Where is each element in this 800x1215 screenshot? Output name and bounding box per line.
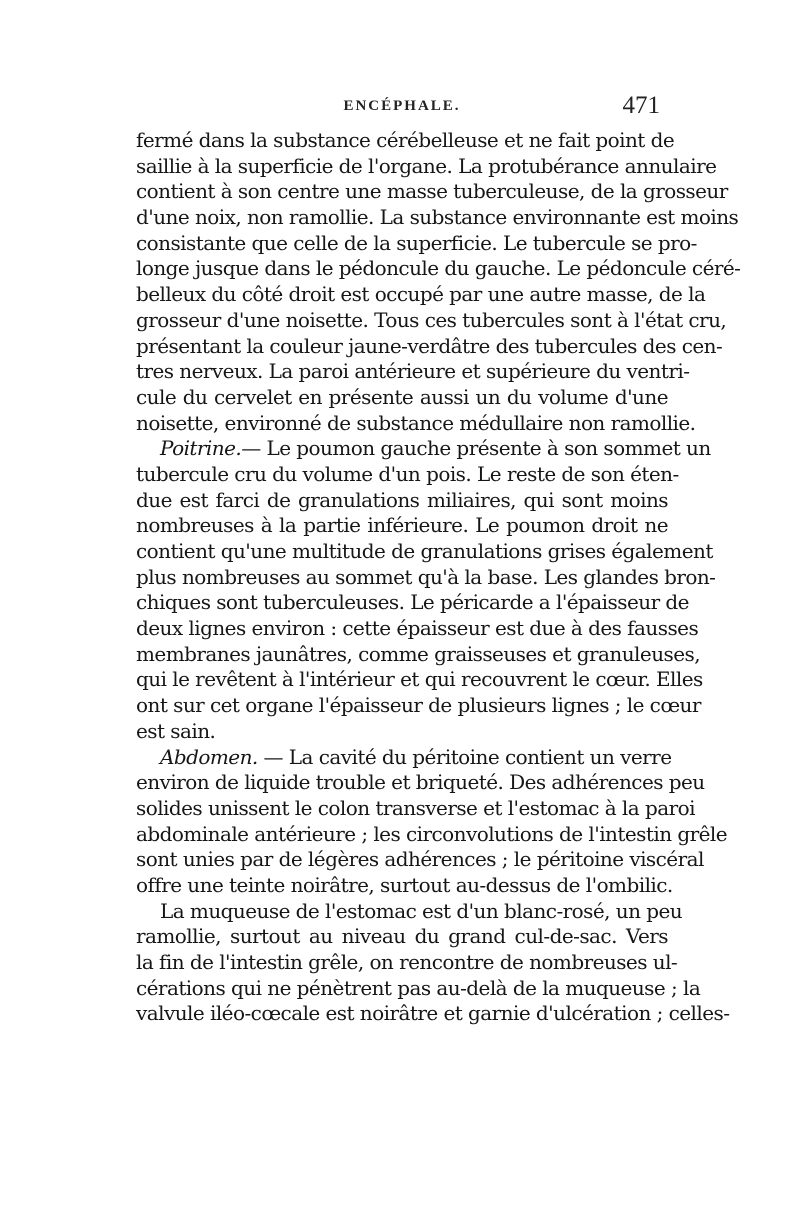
text-line: tubercule cru du volume d'un pois. Le reste de son éten- (136, 461, 679, 486)
text-line: abdominale antérieure ; les circonvolutions de l'intestin grêle (136, 821, 728, 846)
text-line (136, 436, 711, 462)
text-line: La muqueuse de l'estomac est d'un blanc-rosé, un peu (160, 898, 683, 923)
text-line: plus nombreuses au sommet qu'à la base. Les glandes bron- (136, 564, 716, 589)
text-line: cérations qui ne pénètrent pas au-delà de la muqueuse ; la (136, 975, 701, 1000)
text-line: chiques sont tuberculeuses. Le péricarde a l'épaisseur de (136, 590, 689, 615)
text-line: tres nerveux. La paroi antérieure et supérieure du ventri- (136, 359, 690, 384)
text-line: ramollie, surtout au niveau du grand cul-de-sac. Vers (136, 924, 668, 949)
text-line: membranes jaunâtres, comme graisseuses et granuleuses, (136, 641, 701, 666)
text-line: valvule iléo-cœcale est noirâtre et garnie d'ulcération ; celles- (136, 1001, 730, 1026)
text-line: qui le revêtent à l'intérieur et qui recouvrent le cœur. Elles (136, 667, 703, 692)
page-number: 471 (622, 92, 660, 119)
section-label-abdomen: Abdomen. (160, 744, 258, 769)
text-line: nombreuses à la partie inférieure. Le poumon droit ne (136, 513, 668, 538)
text-line: la fin de l'intestin grêle, on rencontre de nombreuses ul- (136, 950, 678, 974)
text-line-content: — Le poumon gauche présente à son sommet un (241, 436, 711, 461)
running-head: ENCÉPHALE. (343, 98, 461, 114)
text-line: longe jusque dans le pédoncule du gauche. Le pédoncule céré- (136, 256, 741, 281)
text-line: d'une noix, non ramollie. La substance environnante est moins (136, 205, 739, 230)
text-line: noisette, environné de substance médullaire non ramollie. (136, 410, 696, 435)
text-line: grosseur d'une noisette. Tous ces tubercules sont à l'état cru, (136, 307, 727, 332)
text-line: cule du cervelet en présente aussi un du volume d'une (136, 384, 668, 409)
text-line: solides unissent le colon transverse et l'estomac à la paroi (136, 795, 695, 820)
text-line: contient qu'une multitude de granulations grises également (136, 539, 713, 563)
text-line: contient à son centre une masse tuberculeuse, de la grosseur (136, 179, 728, 204)
text-line: offre une teinte noirâtre, surtout au-dessus de l'ombilic. (136, 872, 673, 897)
text-line: deux lignes environ : cette épaisseur est due à des fausses (136, 616, 699, 641)
page-header (136, 92, 668, 124)
body-text (136, 128, 741, 1027)
section-label-poitrine: Poitrine. (160, 436, 242, 461)
text-line: ont sur cet organe l'épaisseur de plusieurs lignes ; le cœur (136, 693, 701, 718)
text-line: saillie à la superficie de l'organe. La protubérance annulaire (136, 153, 717, 178)
text-line: due est farci de granulations miliaires, qui sont moins (136, 487, 668, 512)
text-line: belleux du côté droit est occupé par une autre masse, de la (136, 282, 706, 307)
text-line: est sain. (136, 718, 216, 743)
text-line-content: — La cavité du péritoine contient un verre (257, 744, 672, 769)
text-line: sont unies par de légères adhérences ; le péritoine viscéral (136, 847, 704, 872)
text-line: présentant la couleur jaune-verdâtre des tubercules des cen- (136, 333, 723, 358)
text-line: fermé dans la substance cérébelleuse et ne fait point de (136, 128, 675, 152)
text-line: consistante que celle de la superficie. Le tubercule se pro- (136, 230, 697, 255)
text-line (136, 744, 672, 771)
text-line: environ de liquide trouble et briqueté. Des adhérences peu (136, 770, 705, 795)
